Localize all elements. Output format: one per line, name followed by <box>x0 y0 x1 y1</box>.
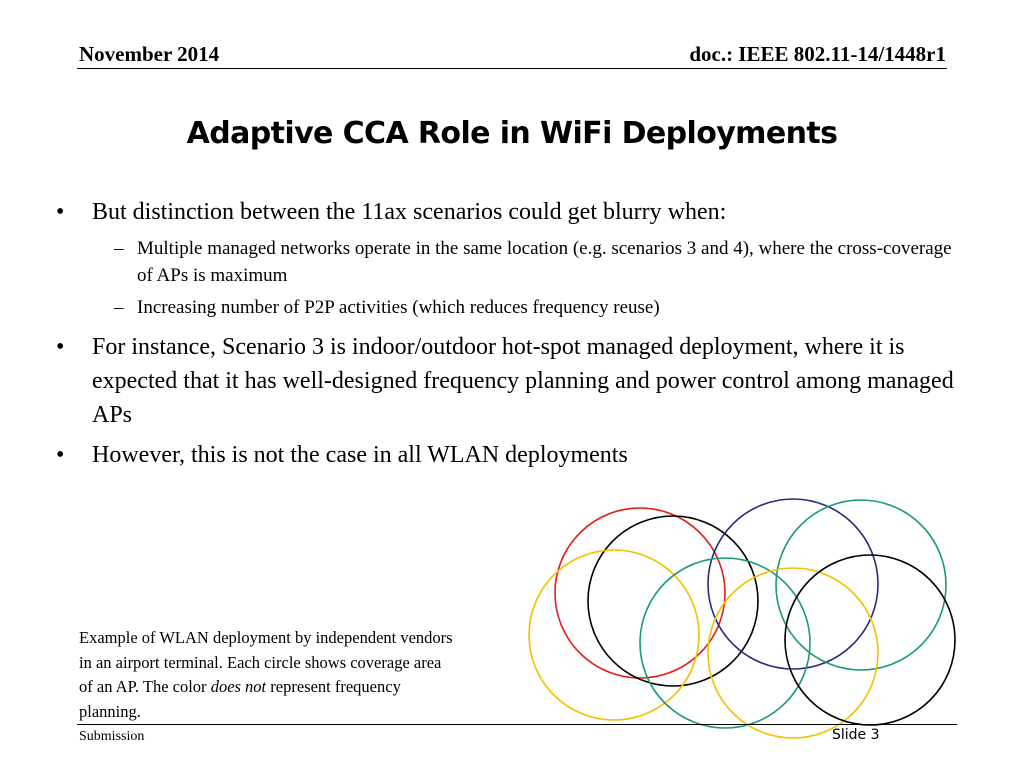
bullet-dot: • <box>56 199 65 225</box>
coverage-circle-teal-top <box>776 500 946 670</box>
bullet-3-text: However, this is not the case in all WLAN deployments <box>92 442 628 468</box>
sub-bullet-2-text: Increasing number of P2P activities (which reduces frequency reuse) <box>137 297 660 318</box>
sub-bullet-dash: – <box>114 238 124 259</box>
slide-number: Slide 3 <box>832 727 880 743</box>
coverage-circle-yellow-right <box>708 568 878 738</box>
coverage-circle-navy <box>708 499 878 669</box>
diagram-caption <box>79 626 459 724</box>
bullet-dot: • <box>56 334 65 360</box>
coverage-circle-black-left <box>588 516 758 686</box>
caption-text: Example of WLAN deployment by independent vendors in an airport terminal. Each circle shows coverage area of an AP. The color <box>79 628 453 696</box>
header-doc-number: doc.: IEEE 802.11-14/1448r1 <box>689 42 946 66</box>
footer-submission: Submission <box>79 729 145 744</box>
caption-text-end: represent frequency planning. <box>79 677 401 721</box>
sub-bullet-dash: – <box>114 297 124 318</box>
bullet-2-text: For instance, Scenario 3 is indoor/outdoor hot-spot managed deployment, where it is expected that it has well-designed frequency planning and power control among managed APs <box>92 334 954 428</box>
footer-divider <box>77 724 957 725</box>
slide-title: Adaptive CCA Role in WiFi Deployments <box>186 116 838 151</box>
header-date: November 2014 <box>79 42 220 66</box>
bullet-dot: • <box>56 442 65 468</box>
sub-bullet-1-text: Multiple managed networks operate in the same location (e.g. scenarios 3 and 4), where the cross-coverage of APs is maximum <box>137 238 952 286</box>
caption-emphasis: does not <box>210 677 267 696</box>
bullet-1-text: But distinction between the 11ax scenarios could get blurry when: <box>92 199 727 225</box>
